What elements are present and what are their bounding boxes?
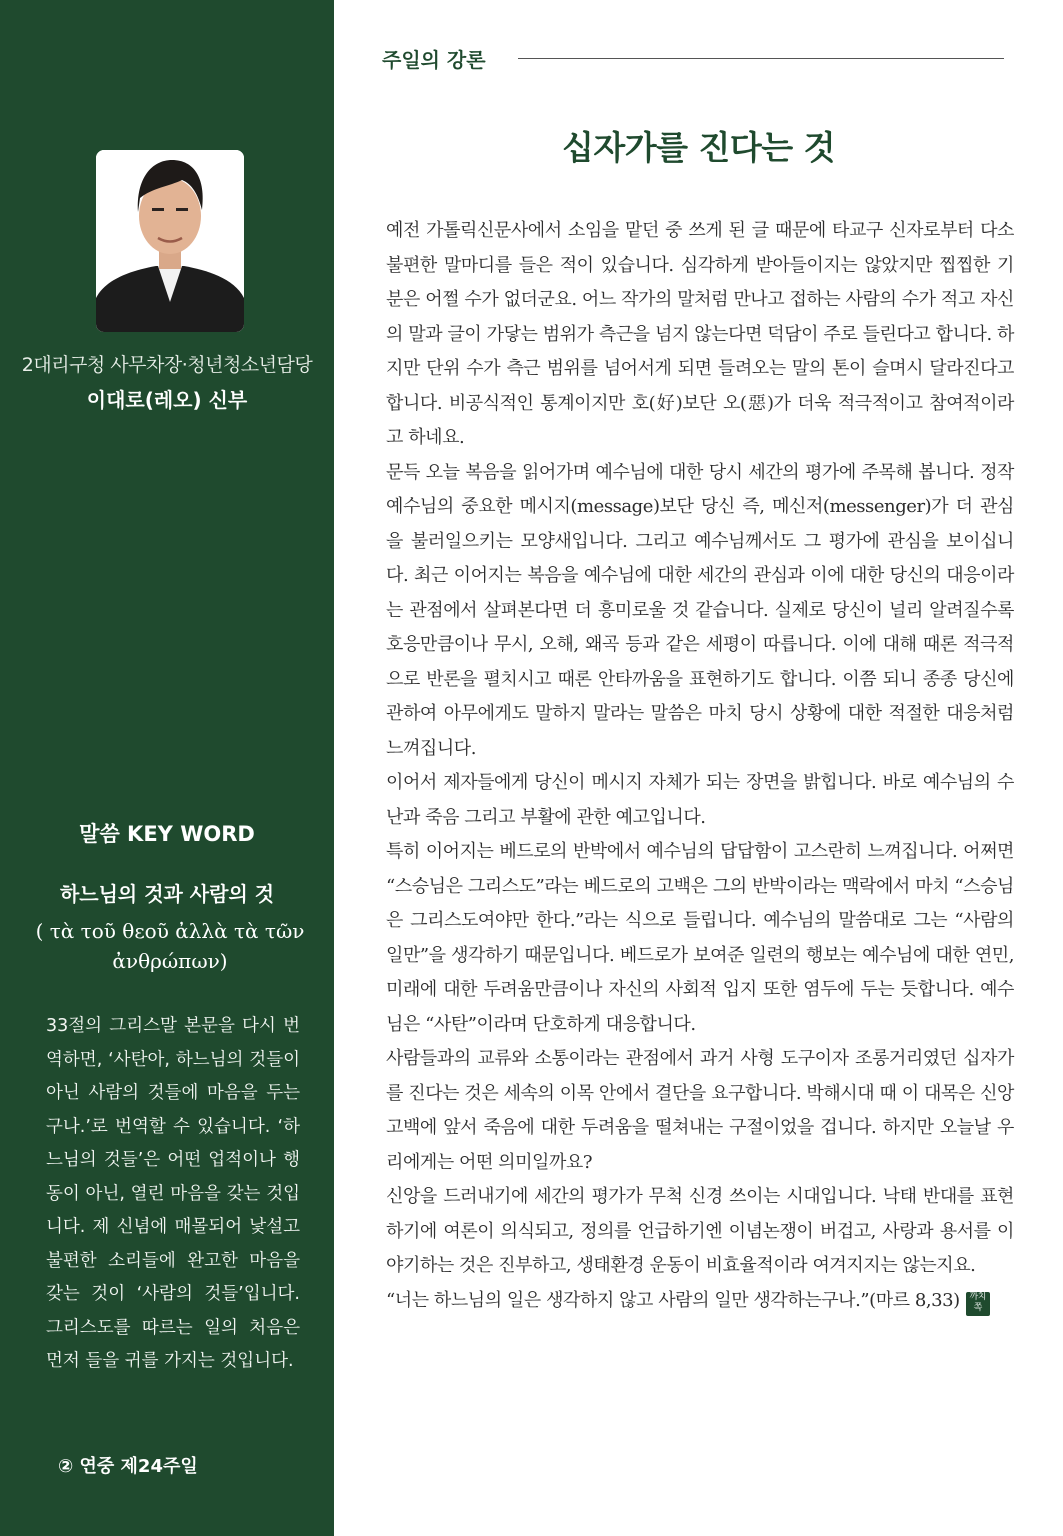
article-paragraph: 신앙을 드러내기에 세간의 평가가 무척 신경 쓰이는 시대입니다. 낙태 반대를 표현하기에 여론이 의식되고, 정의를 언급하기엔 이념논쟁이 버겁고, 사랑과 용서를 이야기하는 것은 진부하고, 생태환경 운동이 비효율적이라 여겨지지는 않는지요. xyxy=(386,1186,1014,1276)
keyword-explanation: 33절의 그리스말 본문을 다시 번역하면, ‘사탄아, 하느님의 것들이 아닌 사람의 것들에 마음을 두는구나.’로 번역할 수 있습니다. ‘하느님의 것들’은 어떤 업적이나 행동이 아닌, 열린 마음을 갖는 것입니다. 제 신념에 매몰되어 낯설고 불편한 소리들에 완고한 마음을 갖는 것이 ‘사람의 것들’입니다. 그리스도를 따르는 일의 처음은 먼저 들을 귀를 가지는 것입니다. xyxy=(46,1016,300,1371)
article-paragraph: 특히 이어지는 베드로의 반박에서 예수님의 답답함이 고스란히 느껴집니다. 어쩌면 “스승님은 그리스도”라는 베드로의 고백은 그의 반박이라는 맥락에서 마치 “스승님은 그리스도여야만 한다.”라는 식으로 들립니다. 예수님의 말씀대로 그는 “사람의 일만”을 생각하기 때문입니다. 베드로가 보여준 일련의 행보는 예수님에 대한 연민, 미래에 대한 두려움만큼이나 자신의 사회적 입지 또한 염두에 두는 듯합니다. 예수님은 “사탄”이라며 단호하게 대응합니다. xyxy=(386,841,1014,1035)
author-role: 2대리구청 사무차장·청년청소년담당 xyxy=(21,354,313,376)
article-paragraph: 사람들과의 교류와 소통이라는 관점에서 과거 사형 도구이자 조롱거리였던 십자가를 진다는 것은 세속의 이목 안에서 결단을 요구합니다. 박해시대 때 이 대목은 신앙고백에 앞서 죽음에 대한 두려움을 떨쳐내는 구절이었을 겁니다. 하지만 오늘날 우리에게는 어떤 의미일까요? xyxy=(386,1048,1014,1173)
keyword-heading: 말씀 KEY WORD xyxy=(79,822,255,846)
author-portrait-image xyxy=(96,150,244,332)
section-divider xyxy=(518,58,1004,59)
author-photo xyxy=(96,150,244,332)
article-paragraph: 예전 가톨릭신문사에서 소임을 맡던 중 쓰게 된 글 때문에 타교구 신자로부터 다소 불편한 말마디를 들은 적이 있습니다. 심각하게 받아들이지는 않았지만 찝찝한 기분은 어쩔 수가 없더군요. 어느 작가의 말처럼 만나고 접하는 사람의 수가 적고 자신의 말과 글이 가닿는 범위가 측근을 넘지 않는다면 덕담이 주로 들린다고 합니다. 하지만 단위 수가 측근 범위를 넘어서게 되면 들려오는 말의 톤이 슬며시 달라진다고 합니다. 비공식적인 통계이지만 호(好)보단 오(惡)가 더욱 적극적이고 참여적이라고 하네요. xyxy=(386,220,1014,448)
keyword-phrase: 하느님의 것과 사람의 것 xyxy=(59,882,275,906)
issue-label: ② 연중 제24주일 xyxy=(58,1456,198,1477)
article-paragraph: 이어서 제자들에게 당신이 메시지 자체가 되는 장면을 밝힙니다. 바로 예수님의 수난과 죽음 그리고 부활에 관한 예고입니다. xyxy=(386,772,1014,828)
page-title: 십자가를 진다는 것 xyxy=(561,128,835,167)
keyword-greek-text: ( τὰ τοῦ θεοῦ ἀλλὰ τὰ τῶν ἀνθρώπων) xyxy=(35,919,305,973)
section-label: 주일의 강론 xyxy=(382,48,486,72)
closing-quote: “너는 하느님의 일은 생각하지 않고 사람의 일만 생각하는구나.”(마르 8,33) xyxy=(386,1289,960,1311)
closing-quote-paragraph xyxy=(386,1284,1014,1319)
author-name: 이대로(레오) 신부 xyxy=(86,388,248,412)
end-mark-icon: 까치 쪽 xyxy=(966,1292,990,1316)
sidebar-panel xyxy=(0,0,334,1536)
homily-article xyxy=(386,214,1014,1318)
article-paragraph: 문득 오늘 복음을 읽어가며 예수님에 대한 당시 세간의 평가에 주목해 봅니다. 정작 예수님의 중요한 메시지(message)보단 당신 즉, 메신저(messenger)가 더 관심을 불러일으키는 모양새입니다. 그리고 예수님께서도 그 평가에 관심을 보이십니다. 최근 이어지는 복음을 예수님에 대한 세간의 관심과 이에 대한 당신의 대응이라는 관점에서 살펴본다면 더 흥미로울 것 같습니다. 실제로 당신이 널리 알려질수록 호응만큼이나 무시, 오해, 왜곡 등과 같은 세평이 따릅니다. 이에 대해 때론 적극적으로 반론을 펼치시고 때론 안타까움을 표현하기도 합니다. 이쯤 되니 종종 당신에 관하여 아무에게도 말하지 말라는 말씀은 마치 당시 상황에 대한 적절한 대응처럼 느껴집니다. xyxy=(386,461,1014,759)
